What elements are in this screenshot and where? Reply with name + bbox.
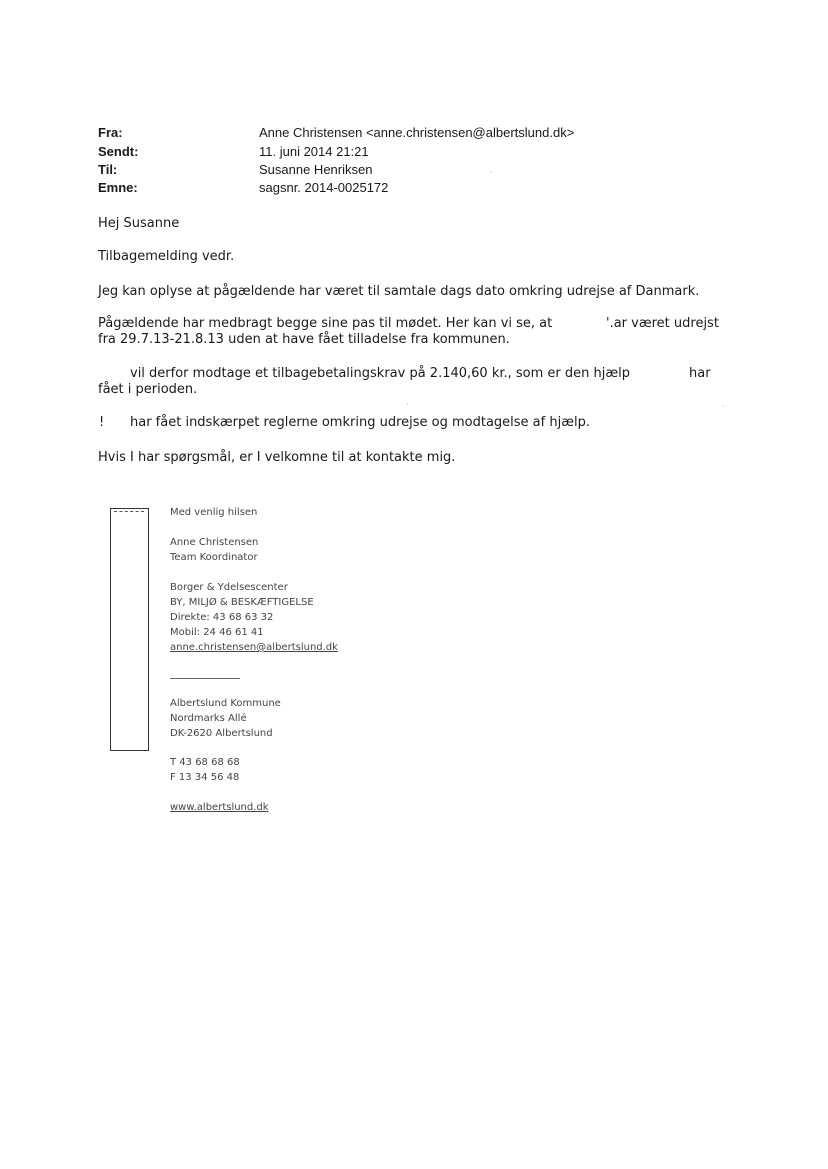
sig-greeting: Med venlig hilsen [170, 507, 258, 518]
paragraph-4-mark: ! [99, 415, 105, 430]
scan-speck: · [406, 400, 409, 409]
sent-value: 11. juni 2014 21:21 [259, 144, 369, 159]
to-value: Susanne Henriksen [259, 162, 373, 177]
sig-mobile-phone: Mobil: 24 46 61 41 [170, 627, 264, 638]
from-label: Fra: [98, 125, 123, 140]
sig-direct-phone: Direkte: 43 68 63 32 [170, 612, 274, 623]
scan-speck: · [722, 402, 725, 411]
subject-label: Emne: [98, 180, 138, 195]
sig-division: BY, MILJØ & BESKÆFTIGELSE [170, 597, 314, 608]
paragraph-2-line-1a: Pågældende har medbragt begge sine pas til mødet. Her kan vi se, at [98, 316, 553, 331]
paragraph-3-line-1b: har [689, 366, 711, 381]
sig-organization: Albertslund Kommune [170, 698, 281, 709]
paragraph-2-line-1b: '.ar været udrejst [606, 316, 719, 331]
frame-dash-mark [114, 511, 144, 512]
to-label: Til: [98, 162, 118, 177]
sig-name: Anne Christensen [170, 537, 259, 548]
paragraph-1: Jeg kan oplyse at pågældende har været til samtale dags dato omkring udrejse af Danmark. [98, 284, 700, 299]
sig-website-link[interactable]: www.albertslund.dk [170, 802, 269, 813]
signature-frame [110, 508, 149, 751]
sig-city: DK-2620 Albertslund [170, 728, 273, 739]
sig-title: Team Koordinator [170, 552, 258, 563]
paragraph-2-line-2: fra 29.7.13-21.8.13 uden at have fået tilladelse fra kommunen. [98, 332, 510, 347]
closing-line: Hvis I har spørgsmål, er I velkomne til at kontakte mig. [98, 450, 456, 465]
sig-street: Nordmarks Allé [170, 713, 247, 724]
from-value: Anne Christensen <anne.christensen@albertslund.dk> [259, 125, 575, 140]
greeting: Hej Susanne [98, 216, 180, 231]
paragraph-4: har fået indskærpet reglerne omkring udrejse og modtagelse af hjælp. [130, 415, 590, 430]
subject-value: sagsnr. 2014-0025172 [259, 180, 389, 195]
paragraph-3-line-2: fået i perioden. [98, 382, 198, 397]
signature-divider [170, 678, 240, 679]
reference-line: Tilbagemelding vedr. [98, 249, 235, 264]
sig-department: Borger & Ydelsescenter [170, 582, 288, 593]
sig-fax: F 13 34 56 48 [170, 772, 240, 783]
paragraph-3-line-1a: vil derfor modtage et tilbagebetalingskrav på 2.140,60 kr., som er den hjælp [130, 366, 630, 381]
sig-phone: T 43 68 68 68 [170, 757, 240, 768]
scan-speck: · [490, 168, 493, 177]
sent-label: Sendt: [98, 144, 139, 159]
sig-email-link[interactable]: anne.christensen@albertslund.dk [170, 642, 338, 653]
